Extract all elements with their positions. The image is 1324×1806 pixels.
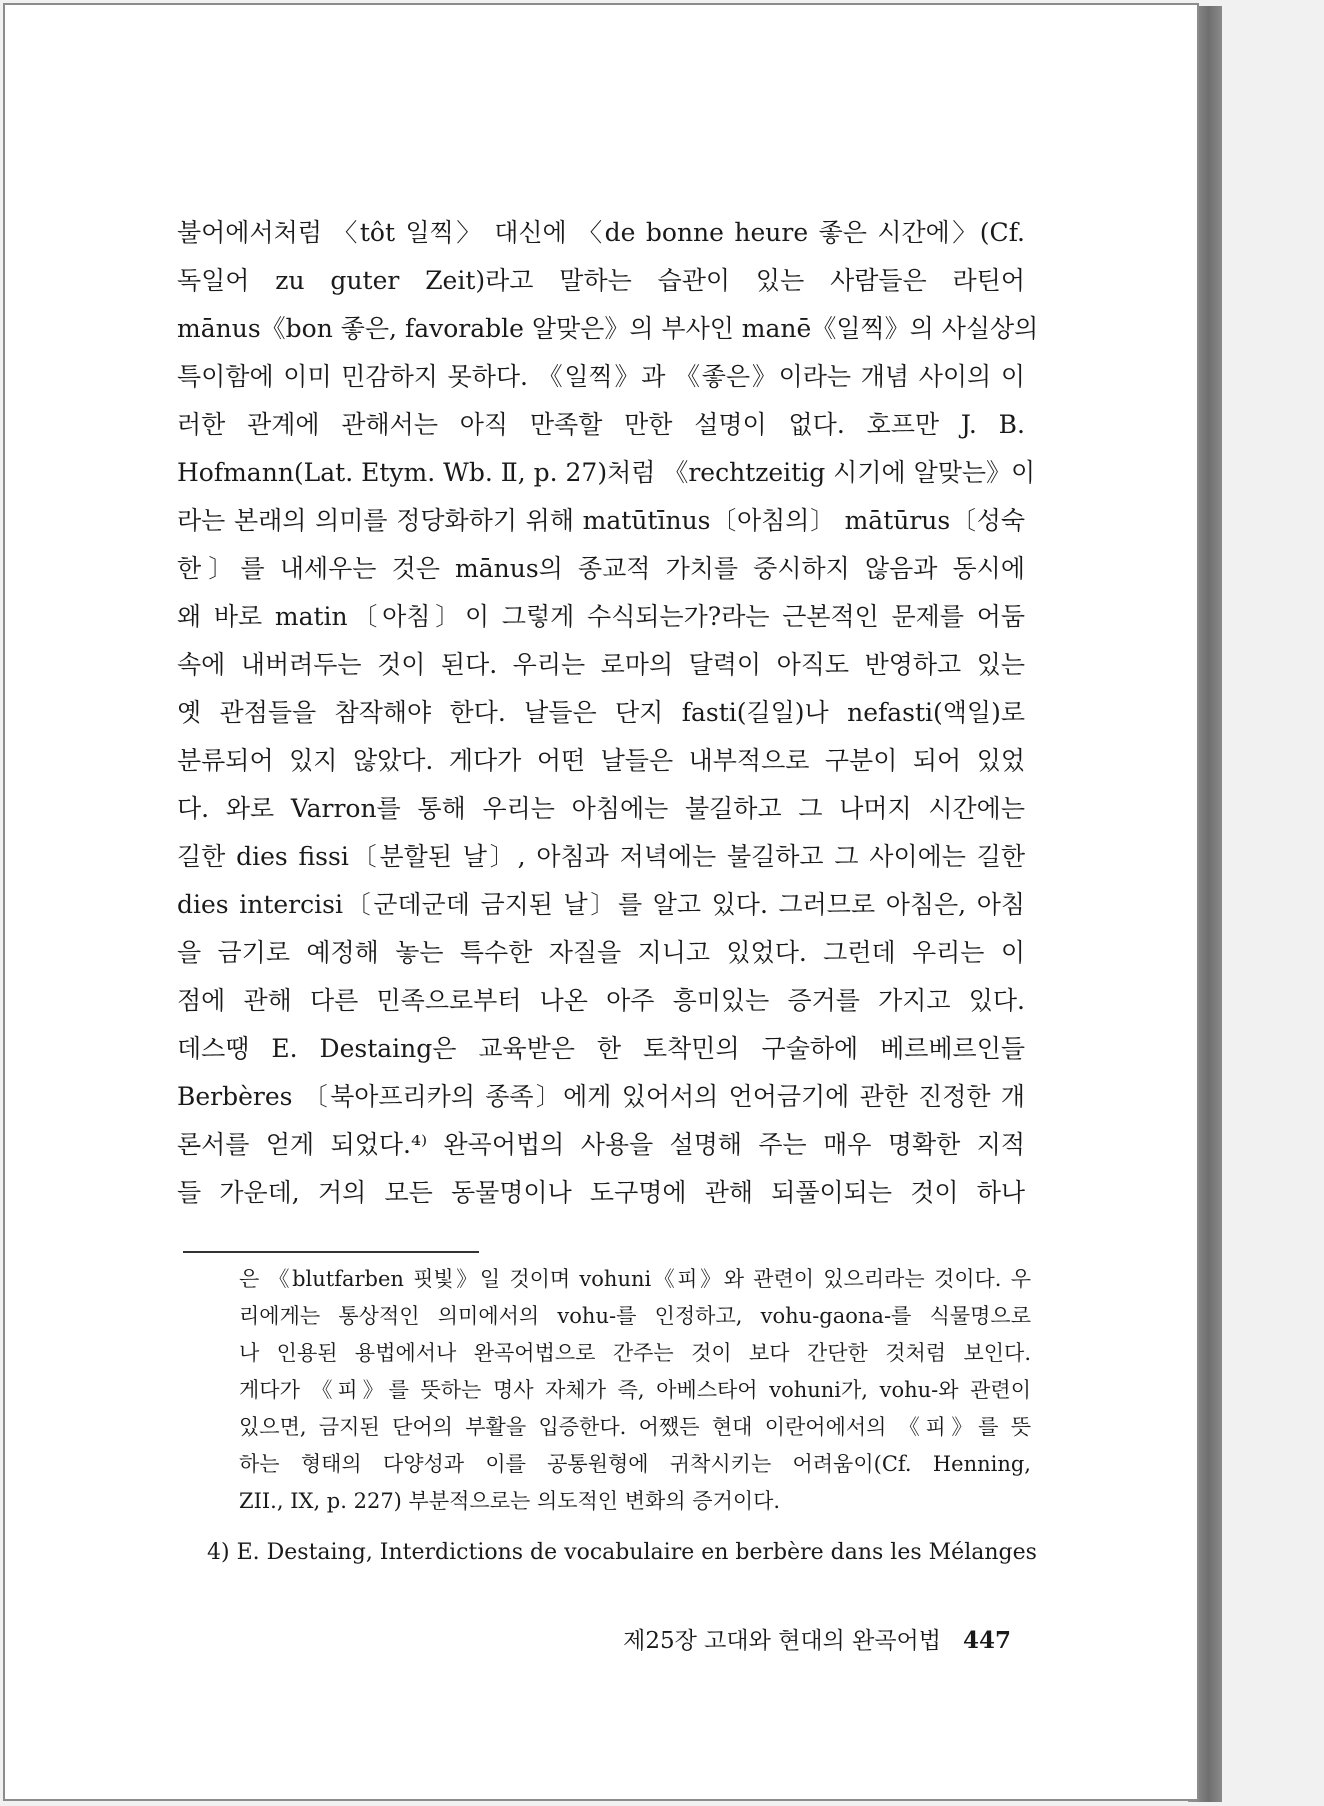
footnote-continuation [239, 1261, 1031, 1520]
body-line: 러한 관계에 관해서는 아직 만족할 만한 설명이 없다. 호프만 J. B. [177, 410, 1025, 439]
running-footer [579, 1619, 1011, 1663]
body-line: 독일어 zu guter Zeit)라고 말하는 습관이 있는 사람들은 라틴어 [177, 266, 1025, 295]
footnote-line: 하는 형태의 다양성과 이를 공통원형에 귀착시키는 어려움이(Cf. Henning, [239, 1452, 1031, 1476]
body-line: 한〕를 내세우는 것은 mānus의 종교적 가치를 중시하지 않음과 동시에 [177, 554, 1025, 583]
body-line: 론서를 얻게 되었다.⁴⁾ 완곡어법의 사용을 설명해 주는 매우 명확한 지적 [177, 1130, 1025, 1159]
main-paragraph [177, 209, 1039, 1217]
footnote-separator [183, 1251, 479, 1253]
body-line: 길한 dies fissi〔분할된 날〕, 아침과 저녁에는 불길하고 그 사이에는 길한 [177, 842, 1025, 871]
body-line: 라는 본래의 의미를 정당화하기 위해 matūtīnus〔아침의〕 mātūrus〔성숙 [177, 506, 1025, 535]
body-line: 옛 관점들을 참작해야 한다. 날들은 단지 fasti(길일)나 nefasti(액일)로 [177, 698, 1025, 727]
footnote-line: 은 《blutfarben 핏빛》일 것이며 vohuni《피》와 관련이 있으리라는 것이다. 우 [239, 1267, 1031, 1291]
page-number: 447 [962, 1627, 1011, 1654]
footnote-line: ZII., IX, p. 227) 부분적으로는 의도적인 변화의 증거이다. [239, 1489, 781, 1513]
footnote-4: 4) E. Destaing, Interdictions de vocabulaire en berbère dans les Mélanges [207, 1540, 1037, 1565]
body-line: dies intercisi〔군데군데 금지된 날〕를 알고 있다. 그러므로 아침은, 아침 [177, 890, 1025, 919]
body-line: 들 가운데, 거의 모든 동물명이나 도구명에 관해 되풀이되는 것이 하나 [177, 1178, 1025, 1207]
body-line: 을 금기로 예정해 놓는 특수한 자질을 지니고 있었다. 그런데 우리는 이 [177, 938, 1025, 967]
body-line: mānus《bon 좋은, favorable 알맞은》의 부사인 manē《일찍》의 사실상의 [177, 314, 1039, 343]
footnote-line: 리에게는 통상적인 의미에서의 vohu-를 인정하고, vohu-gaona-를 식물명으로 [239, 1304, 1031, 1328]
body-line: 데스땡 E. Destaing은 교육받은 한 토착민의 구술하에 베르베르인들 [177, 1034, 1025, 1063]
chapter-title: 제25장 고대와 현대의 완곡어법 [623, 1628, 941, 1654]
body-line: 불어에서처럼 〈tôt 일찍〉 대신에 〈de bonne heure 좋은 시간에〉(Cf. [177, 218, 1025, 247]
body-line: 분류되어 있지 않았다. 게다가 어떤 날들은 내부적으로 구분이 되어 있었 [177, 746, 1025, 775]
body-line: 다. 와로 Varron를 통해 우리는 아침에는 불길하고 그 나머지 시간에는 [177, 794, 1025, 823]
book-page [3, 3, 1199, 1801]
body-line: 왜 바로 matin〔아침〕이 그렇게 수식되는가?라는 근본적인 문제를 어둠 [177, 602, 1025, 631]
footnote-line: 나 인용된 용법에서나 완곡어법으로 간주는 것이 보다 간단한 것처럼 보인다. [239, 1341, 1031, 1365]
footnote-line: 있으면, 금지된 단어의 부활을 입증한다. 어쨌든 현대 이란어에서의 《피》를 뜻 [239, 1415, 1031, 1439]
body-line: 특이함에 이미 민감하지 못하다. 《일찍》과 《좋은》이라는 개념 사이의 이 [177, 362, 1025, 391]
body-line: Hofmann(Lat. Etym. Wb. Ⅱ, p. 27)처럼 《rechtzeitig 시기에 알맞는》이 [177, 458, 1036, 487]
body-line: 속에 내버려두는 것이 된다. 우리는 로마의 달력이 아직도 반영하고 있는 [177, 650, 1025, 679]
body-line: Berbères 〔북아프리카의 종족〕에게 있어서의 언어금기에 관한 진정한 개 [177, 1082, 1025, 1111]
body-line: 점에 관해 다른 민족으로부터 나온 아주 흥미있는 증거를 가지고 있다. [177, 986, 1025, 1015]
footnote-line: 게다가 《피》를 뜻하는 명사 자체가 즉, 아베스타어 vohuni가, vohu-와 관련이 [239, 1378, 1031, 1402]
